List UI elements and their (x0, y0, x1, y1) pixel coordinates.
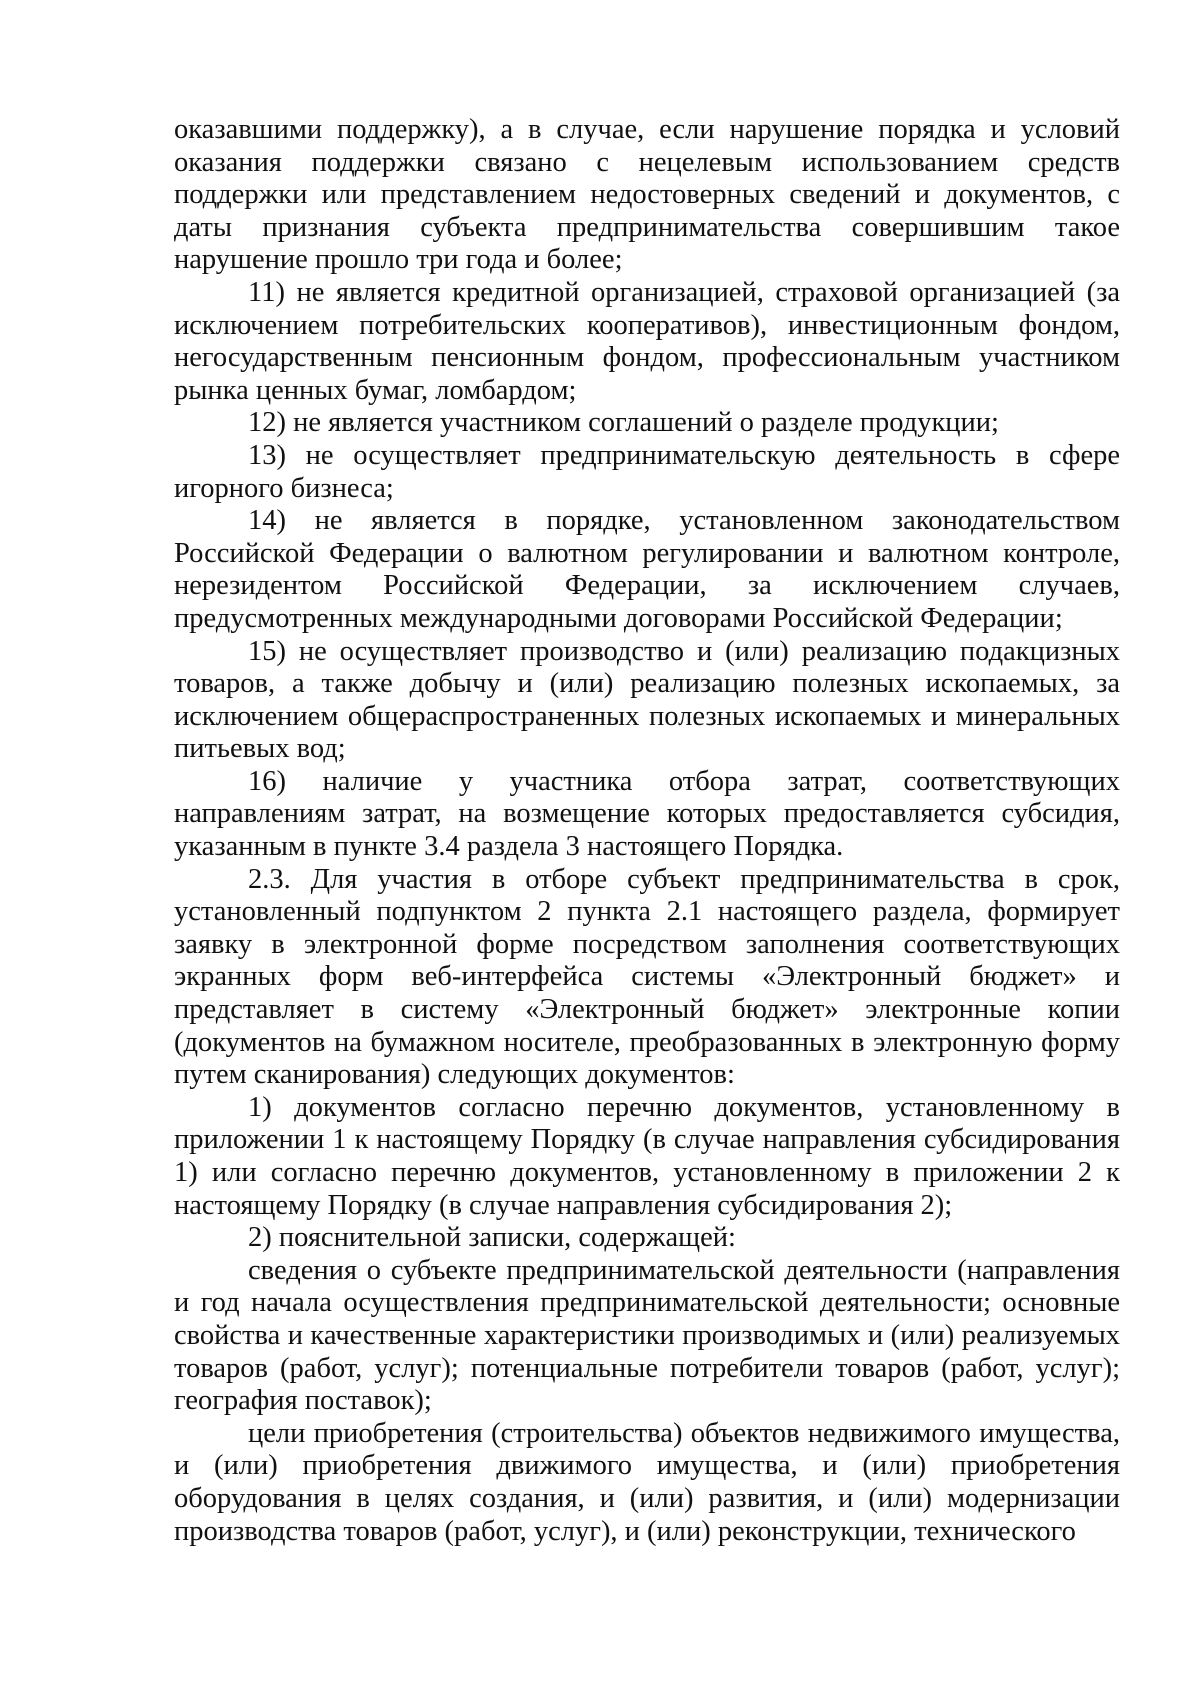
paragraph-item-11: 11) не является кредитной организацией, страховой организацией (за исключением потребительских кооперативов), инвестиционным фондом, негосударственным пенсионным фондом, профессиональным участником рынка ценных бумаг, ломбардом; (174, 276, 1120, 406)
paragraph-section-2-3: 2.3. Для участия в отборе субъект предпринимательства в срок, установленный подпунктом 2 пункта 2.1 настоящего раздела, формирует заявку в электронной форме посредством заполнения соответствующих экранных форм веб-интерфейса системы «Электронный бюджет» и представляет в систему «Электронный бюджет» электронные копии (документов на бумажном носителе, преобразованных в электронную форму путем сканирования) следующих документов: (174, 863, 1120, 1091)
paragraph-acquisition-goals: цели приобретения (строительства) объектов недвижимого имущества, и (или) приобретения движимого имущества, и (или) приобретения оборудования в целях создания, и (или) развития, и (или) модернизации производства товаров (работ, услуг), и (или) реконструкции, технического (174, 1417, 1120, 1547)
paragraph-continuation: оказавшими поддержку), а в случае, если нарушение порядка и условий оказания поддержки связано с нецелевым использованием средств поддержки или представлением недостоверных сведений и документов, с даты признания субъекта предпринимательства совершившим такое нарушение прошло три года и более; (174, 114, 1120, 276)
paragraph-doc-item-2: 2) пояснительной записки, содержащей: (248, 1222, 736, 1254)
paragraph-item-16: 16) наличие у участника отбора затрат, соответствующих направлениям затрат, на возмещение которых предоставляется субсидия, указанным в пункте 3.4 раздела 3 настоящего Порядка. (174, 765, 1120, 863)
paragraph-item-13: 13) не осуществляет предпринимательскую деятельность в сфере игорного бизнеса; (174, 439, 1120, 504)
paragraph-doc-item-1: 1) документов согласно перечню документов, установленному в приложении 1 к настоящему Порядку (в случае направления субсидирования 1) или согласно перечню документов, установленному в приложении 2 к настоящему Порядку (в случае направления субсидирования 2); (174, 1091, 1120, 1221)
paragraph-subject-info: сведения о субъекте предпринимательской деятельности (направления и год начала осуществления предпринимательской деятельности; основные свойства и качественные характеристики производимых и (или) реализуемых товаров (работ, услуг); потенциальные потребители товаров (работ, услуг); география поставок); (174, 1254, 1120, 1417)
paragraph-item-14: 14) не является в порядке, установленном законодательством Российской Федерации о валютном регулировании и валютном контроле, нерезидентом Российской Федерации, за исключением случаев, предусмотренных международными договорами Российской Федерации; (174, 505, 1120, 634)
paragraph-item-15: 15) не осуществляет производство и (или) реализацию подакцизных товаров, а также добычу и (или) реализацию полезных ископаемых, за исключением общераспространенных полезных ископаемых и минеральных питьевых вод; (174, 635, 1120, 765)
paragraph-item-12: 12) не является участником соглашений о разделе продукции; (248, 407, 999, 439)
document-body (174, 114, 1120, 1548)
